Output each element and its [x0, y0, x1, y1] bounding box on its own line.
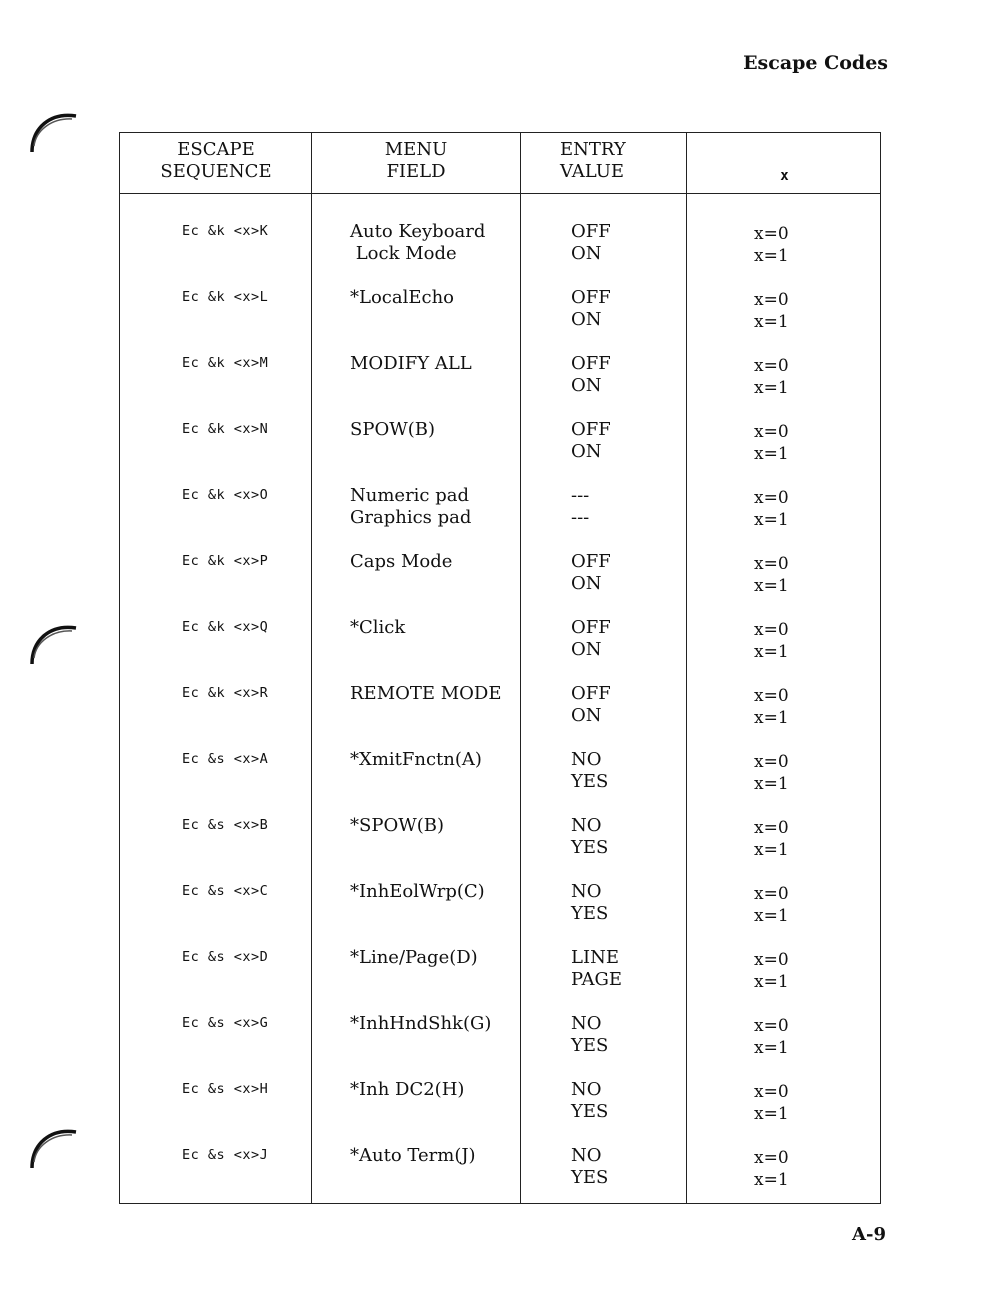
x-value-line: x=1 [754, 642, 789, 662]
entry-value-line: ON [571, 639, 602, 660]
binder-hole-bottom [28, 1122, 80, 1174]
entry-value-line: NO [571, 815, 602, 836]
x-value [754, 883, 789, 927]
entry-value-line: YES [571, 1101, 609, 1122]
menu-field [350, 1145, 476, 1167]
entry-value-line: PAGE [571, 969, 622, 990]
x-value-line: x=1 [754, 576, 789, 596]
x-value-line: x=1 [754, 708, 789, 728]
entry-value-line: --- [571, 485, 590, 506]
x-value-line: x=0 [754, 620, 789, 640]
menu-field-line: Lock Mode [350, 243, 457, 264]
x-value-line: x=0 [754, 1148, 789, 1168]
header-text: ESCAPE [177, 139, 255, 160]
escape-sequence: Ec &s <x>H [182, 1081, 269, 1097]
entry-value [571, 287, 611, 331]
x-value-line: x=0 [754, 554, 789, 574]
x-value-line: x=1 [754, 378, 789, 398]
x-value [754, 355, 789, 399]
entry-value-line: OFF [571, 551, 611, 572]
header-text: FIELD [386, 161, 446, 182]
page-number: A-9 [852, 1224, 886, 1245]
header-text: VALUE [560, 161, 625, 182]
table-row [120, 485, 880, 529]
menu-field [350, 617, 405, 639]
escape-sequence: Ec &k <x>Q [182, 619, 269, 635]
entry-value-line: ON [571, 375, 602, 396]
menu-field-line: *Line/Page(D) [350, 947, 478, 968]
table-row [120, 287, 880, 331]
x-value [754, 553, 789, 597]
x-value-line: x=1 [754, 1170, 789, 1190]
x-value [754, 289, 789, 333]
entry-value-line: OFF [571, 221, 611, 242]
x-value-line: x=0 [754, 224, 789, 244]
menu-field [350, 881, 485, 903]
entry-value [571, 1145, 608, 1189]
x-value [754, 1081, 789, 1125]
table-row [120, 749, 880, 793]
x-value-line: x=1 [754, 1104, 789, 1124]
entry-value-line: ON [571, 705, 602, 726]
menu-field [350, 353, 472, 375]
entry-value [571, 419, 611, 463]
escape-sequence: Ec &k <x>O [182, 487, 269, 503]
escape-sequence: Ec &k <x>L [182, 289, 269, 305]
entry-value-line: YES [571, 903, 609, 924]
menu-field [350, 947, 478, 969]
escape-sequence: Ec &k <x>N [182, 421, 269, 437]
entry-value-line: ON [571, 573, 602, 594]
entry-value [571, 617, 611, 661]
menu-field [350, 419, 435, 441]
menu-field-line: Auto Keyboard [350, 221, 486, 242]
table-row [120, 617, 880, 661]
entry-value [571, 353, 611, 397]
header-x: x [780, 168, 789, 184]
menu-field-line: *SPOW(B) [350, 815, 444, 836]
entry-value-line: YES [571, 1167, 609, 1188]
header-text: ENTRY [560, 139, 626, 160]
table-row [120, 1013, 880, 1057]
header-text: SEQUENCE [160, 161, 272, 182]
entry-value [571, 947, 622, 991]
header-entry-value [560, 139, 680, 183]
entry-value-line: ON [571, 243, 602, 264]
x-value [754, 1015, 789, 1059]
table-row [120, 353, 880, 397]
escape-sequence: Ec &s <x>D [182, 949, 269, 965]
x-value-line: x=1 [754, 312, 789, 332]
table-row [120, 551, 880, 595]
table-row [120, 815, 880, 859]
entry-value-line: OFF [571, 419, 611, 440]
menu-field [350, 221, 485, 265]
x-value [754, 685, 789, 729]
escape-sequence: Ec &k <x>M [182, 355, 269, 371]
x-value [754, 487, 789, 531]
entry-value-line: NO [571, 1079, 602, 1100]
x-value-line: x=0 [754, 356, 789, 376]
header-text: MENU [384, 139, 448, 160]
x-value [754, 751, 789, 795]
entry-value-line: --- [571, 507, 590, 528]
x-value [754, 949, 789, 993]
entry-value [571, 815, 608, 859]
menu-field-line: Numeric pad [350, 485, 470, 506]
entry-value-line: YES [571, 837, 609, 858]
table-row [120, 683, 880, 727]
menu-field-line: Graphics pad [350, 507, 472, 528]
table-row [120, 947, 880, 991]
entry-value-line: LINE [571, 947, 619, 968]
menu-field-line: REMOTE MODE [350, 683, 502, 704]
escape-sequence: Ec &s <x>G [182, 1015, 269, 1031]
menu-field-line: Caps Mode [350, 551, 453, 572]
x-value-line: x=0 [754, 686, 789, 706]
escape-sequence: Ec &k <x>K [182, 223, 269, 239]
x-value-line: x=1 [754, 510, 789, 530]
entry-value [571, 551, 611, 595]
escape-sequence: Ec &s <x>B [182, 817, 269, 833]
entry-value-line: YES [571, 1035, 609, 1056]
escape-sequence: Ec &k <x>P [182, 553, 269, 569]
menu-field-line: *InhHndShk(G) [350, 1013, 492, 1034]
menu-field [350, 1079, 464, 1101]
header-escape-sequence [120, 139, 312, 183]
binder-hole-middle [28, 618, 80, 670]
header-menu-field [312, 139, 520, 183]
entry-value-line: NO [571, 1145, 602, 1166]
x-value [754, 817, 789, 861]
entry-value-line: OFF [571, 617, 611, 638]
table-row [120, 1079, 880, 1123]
entry-value-line: NO [571, 1013, 602, 1034]
x-value-line: x=1 [754, 840, 789, 860]
x-value-line: x=0 [754, 950, 789, 970]
table-row [120, 1145, 880, 1189]
x-value-line: x=0 [754, 752, 789, 772]
entry-value-line: NO [571, 749, 602, 770]
menu-field [350, 551, 452, 573]
x-value-line: x=1 [754, 906, 789, 926]
menu-field-line: *XmitFnctn(A) [350, 749, 482, 770]
entry-value-line: YES [571, 771, 609, 792]
menu-field [350, 683, 502, 705]
table-row [120, 419, 880, 463]
entry-value [571, 749, 608, 793]
x-value [754, 421, 789, 465]
x-value-line: x=0 [754, 290, 789, 310]
entry-value-line: OFF [571, 353, 611, 374]
escape-sequence: Ec &s <x>C [182, 883, 269, 899]
entry-value [571, 1079, 608, 1123]
menu-field [350, 1013, 491, 1035]
menu-field [350, 485, 471, 529]
x-value [754, 223, 789, 267]
header-divider [120, 193, 880, 194]
escape-sequence: Ec &s <x>J [182, 1147, 269, 1163]
x-value-line: x=0 [754, 818, 789, 838]
x-value-line: x=1 [754, 774, 789, 794]
x-value [754, 619, 789, 663]
x-value-line: x=1 [754, 972, 789, 992]
escape-sequence: Ec &s <x>A [182, 751, 269, 767]
menu-field-line: *Click [350, 617, 406, 638]
entry-value-line: OFF [571, 287, 611, 308]
menu-field-line: SPOW(B) [350, 419, 435, 440]
x-value-line: x=1 [754, 1038, 789, 1058]
x-value-line: x=0 [754, 422, 789, 442]
menu-field-line: *Auto Term(J) [350, 1145, 476, 1166]
entry-value [571, 1013, 608, 1057]
menu-field-line: *Inh DC2(H) [350, 1079, 465, 1100]
x-value-line: x=1 [754, 246, 789, 266]
entry-value-line: NO [571, 881, 602, 902]
x-value-line: x=1 [754, 444, 789, 464]
entry-value-line: ON [571, 309, 602, 330]
table-row [120, 221, 880, 265]
entry-value-line: ON [571, 441, 602, 462]
entry-value [571, 485, 589, 529]
table-row [120, 881, 880, 925]
binder-hole-top [28, 106, 80, 158]
entry-value [571, 221, 611, 265]
menu-field [350, 815, 444, 837]
x-value-line: x=0 [754, 488, 789, 508]
escape-codes-table [119, 132, 881, 1204]
menu-field [350, 749, 482, 771]
x-value-line: x=0 [754, 884, 789, 904]
menu-field-line: *InhEolWrp(C) [350, 881, 485, 902]
entry-value [571, 881, 608, 925]
x-value-line: x=0 [754, 1082, 789, 1102]
x-value-line: x=0 [754, 1016, 789, 1036]
page-header-title: Escape Codes [743, 52, 888, 74]
menu-field-line: MODIFY ALL [350, 353, 472, 374]
entry-value-line: OFF [571, 683, 611, 704]
entry-value [571, 683, 611, 727]
menu-field-line: *LocalEcho [350, 287, 455, 308]
x-value [754, 1147, 789, 1191]
menu-field [350, 287, 454, 309]
escape-sequence: Ec &k <x>R [182, 685, 269, 701]
